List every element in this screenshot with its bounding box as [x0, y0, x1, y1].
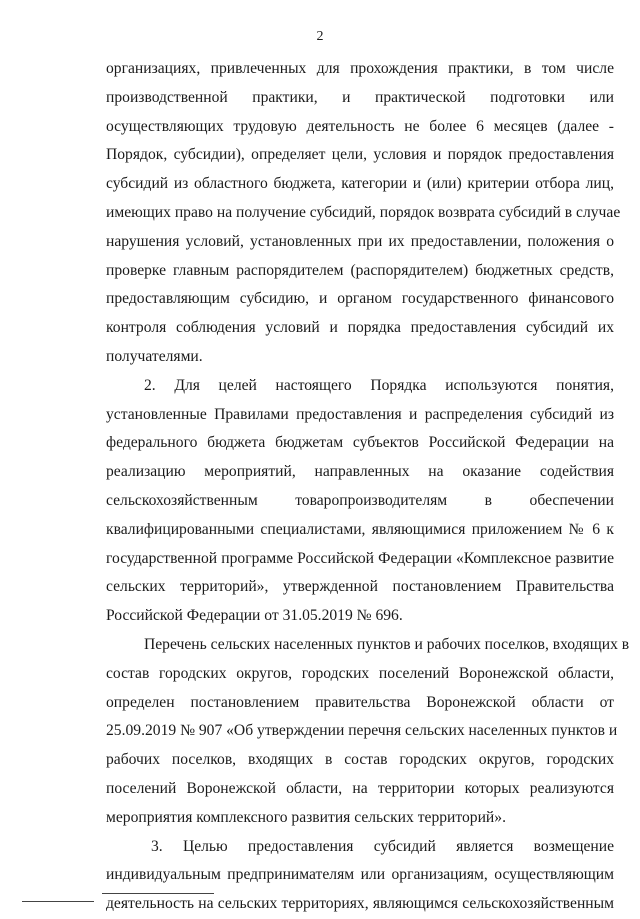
- text-line: Перечень сельских населенных пунктов и рабочих поселков, входящих в: [144, 635, 630, 653]
- footer-divider-short: [22, 901, 94, 902]
- text-line: Российской Федерации от 31.05.2019 № 696.: [106, 607, 403, 625]
- text-line: нарушения условий, установленных при их предоставлении, положения о: [106, 232, 614, 250]
- text-line: 3. Целью предоставления субсидий является возмещение: [151, 837, 614, 855]
- text-line: имеющих право на получение субсидий, порядок возврата субсидий в случае: [106, 203, 621, 221]
- text-line: государственной программе Российской Федерации «Комплексное развитие: [106, 549, 614, 567]
- text-line: контроля соблюдения условий и порядка предоставления субсидий их: [106, 319, 614, 337]
- paragraph-3: [106, 631, 630, 833]
- text-line: производственной практики, и практической подготовки или: [106, 88, 614, 106]
- text-line: установленные Правилами предоставления и распределения субсидий из: [106, 405, 614, 423]
- text-line: сельскохозяйственным товаропроизводителям в обеспечении: [106, 491, 614, 509]
- text-line: состав городских округов, городских поселений Воронежской области,: [106, 664, 614, 682]
- text-line: предоставляющим субсидию, и органом государственного финансового: [106, 290, 614, 308]
- text-line: мероприятия комплексного развития сельских территорий».: [106, 808, 506, 826]
- text-line: субсидий из областного бюджета, категории и (или) критерии отбора лиц,: [106, 175, 614, 193]
- text-line: определен постановлением правительства Воронежской области от: [106, 693, 614, 711]
- text-line: сельских территорий», утвержденной постановлением Правительства: [106, 578, 614, 596]
- text-line: квалифицированными специалистами, являющимися приложением № 6 к: [106, 520, 614, 538]
- text-line: деятельность на сельских территориях, являющимся сельскохозяйственным: [106, 895, 614, 913]
- footer-divider: [102, 893, 214, 894]
- text-line: 25.09.2019 № 907 «Об утверждении перечня сельских населенных пунктов и: [106, 722, 618, 740]
- paragraph-1: [106, 55, 621, 372]
- text-line: рабочих поселков, входящих в состав городских округов, городских: [106, 751, 614, 769]
- text-line: организациях, привлеченных для прохождения практики, в том числе: [106, 60, 614, 77]
- text-line: поселений Воронежской области, на территории которых реализуются: [106, 779, 614, 797]
- page-number: 2: [316, 29, 324, 44]
- text-line: индивидуальным предпринимателям или организациям, осуществляющим: [106, 866, 614, 884]
- text-line: получателями.: [106, 347, 203, 365]
- text-line: осуществляющих трудовую деятельность не более 6 месяцев (далее -: [106, 117, 614, 135]
- text-line: федерального бюджета бюджетам субъектов Российской Федерации на: [106, 434, 614, 452]
- paragraph-4: [106, 833, 614, 919]
- text-line: реализацию мероприятий, направленных на оказание содействия: [106, 463, 614, 481]
- text-line: Порядок, субсидии), определяет цели, условия и порядок предоставления: [106, 146, 614, 164]
- paragraph-2: [106, 372, 614, 631]
- text-line: проверке главным распорядителем (распорядителем) бюджетных средств,: [106, 261, 614, 279]
- text-line: 2. Для целей настоящего Порядка используются понятия,: [144, 376, 614, 394]
- document-body: [106, 55, 630, 919]
